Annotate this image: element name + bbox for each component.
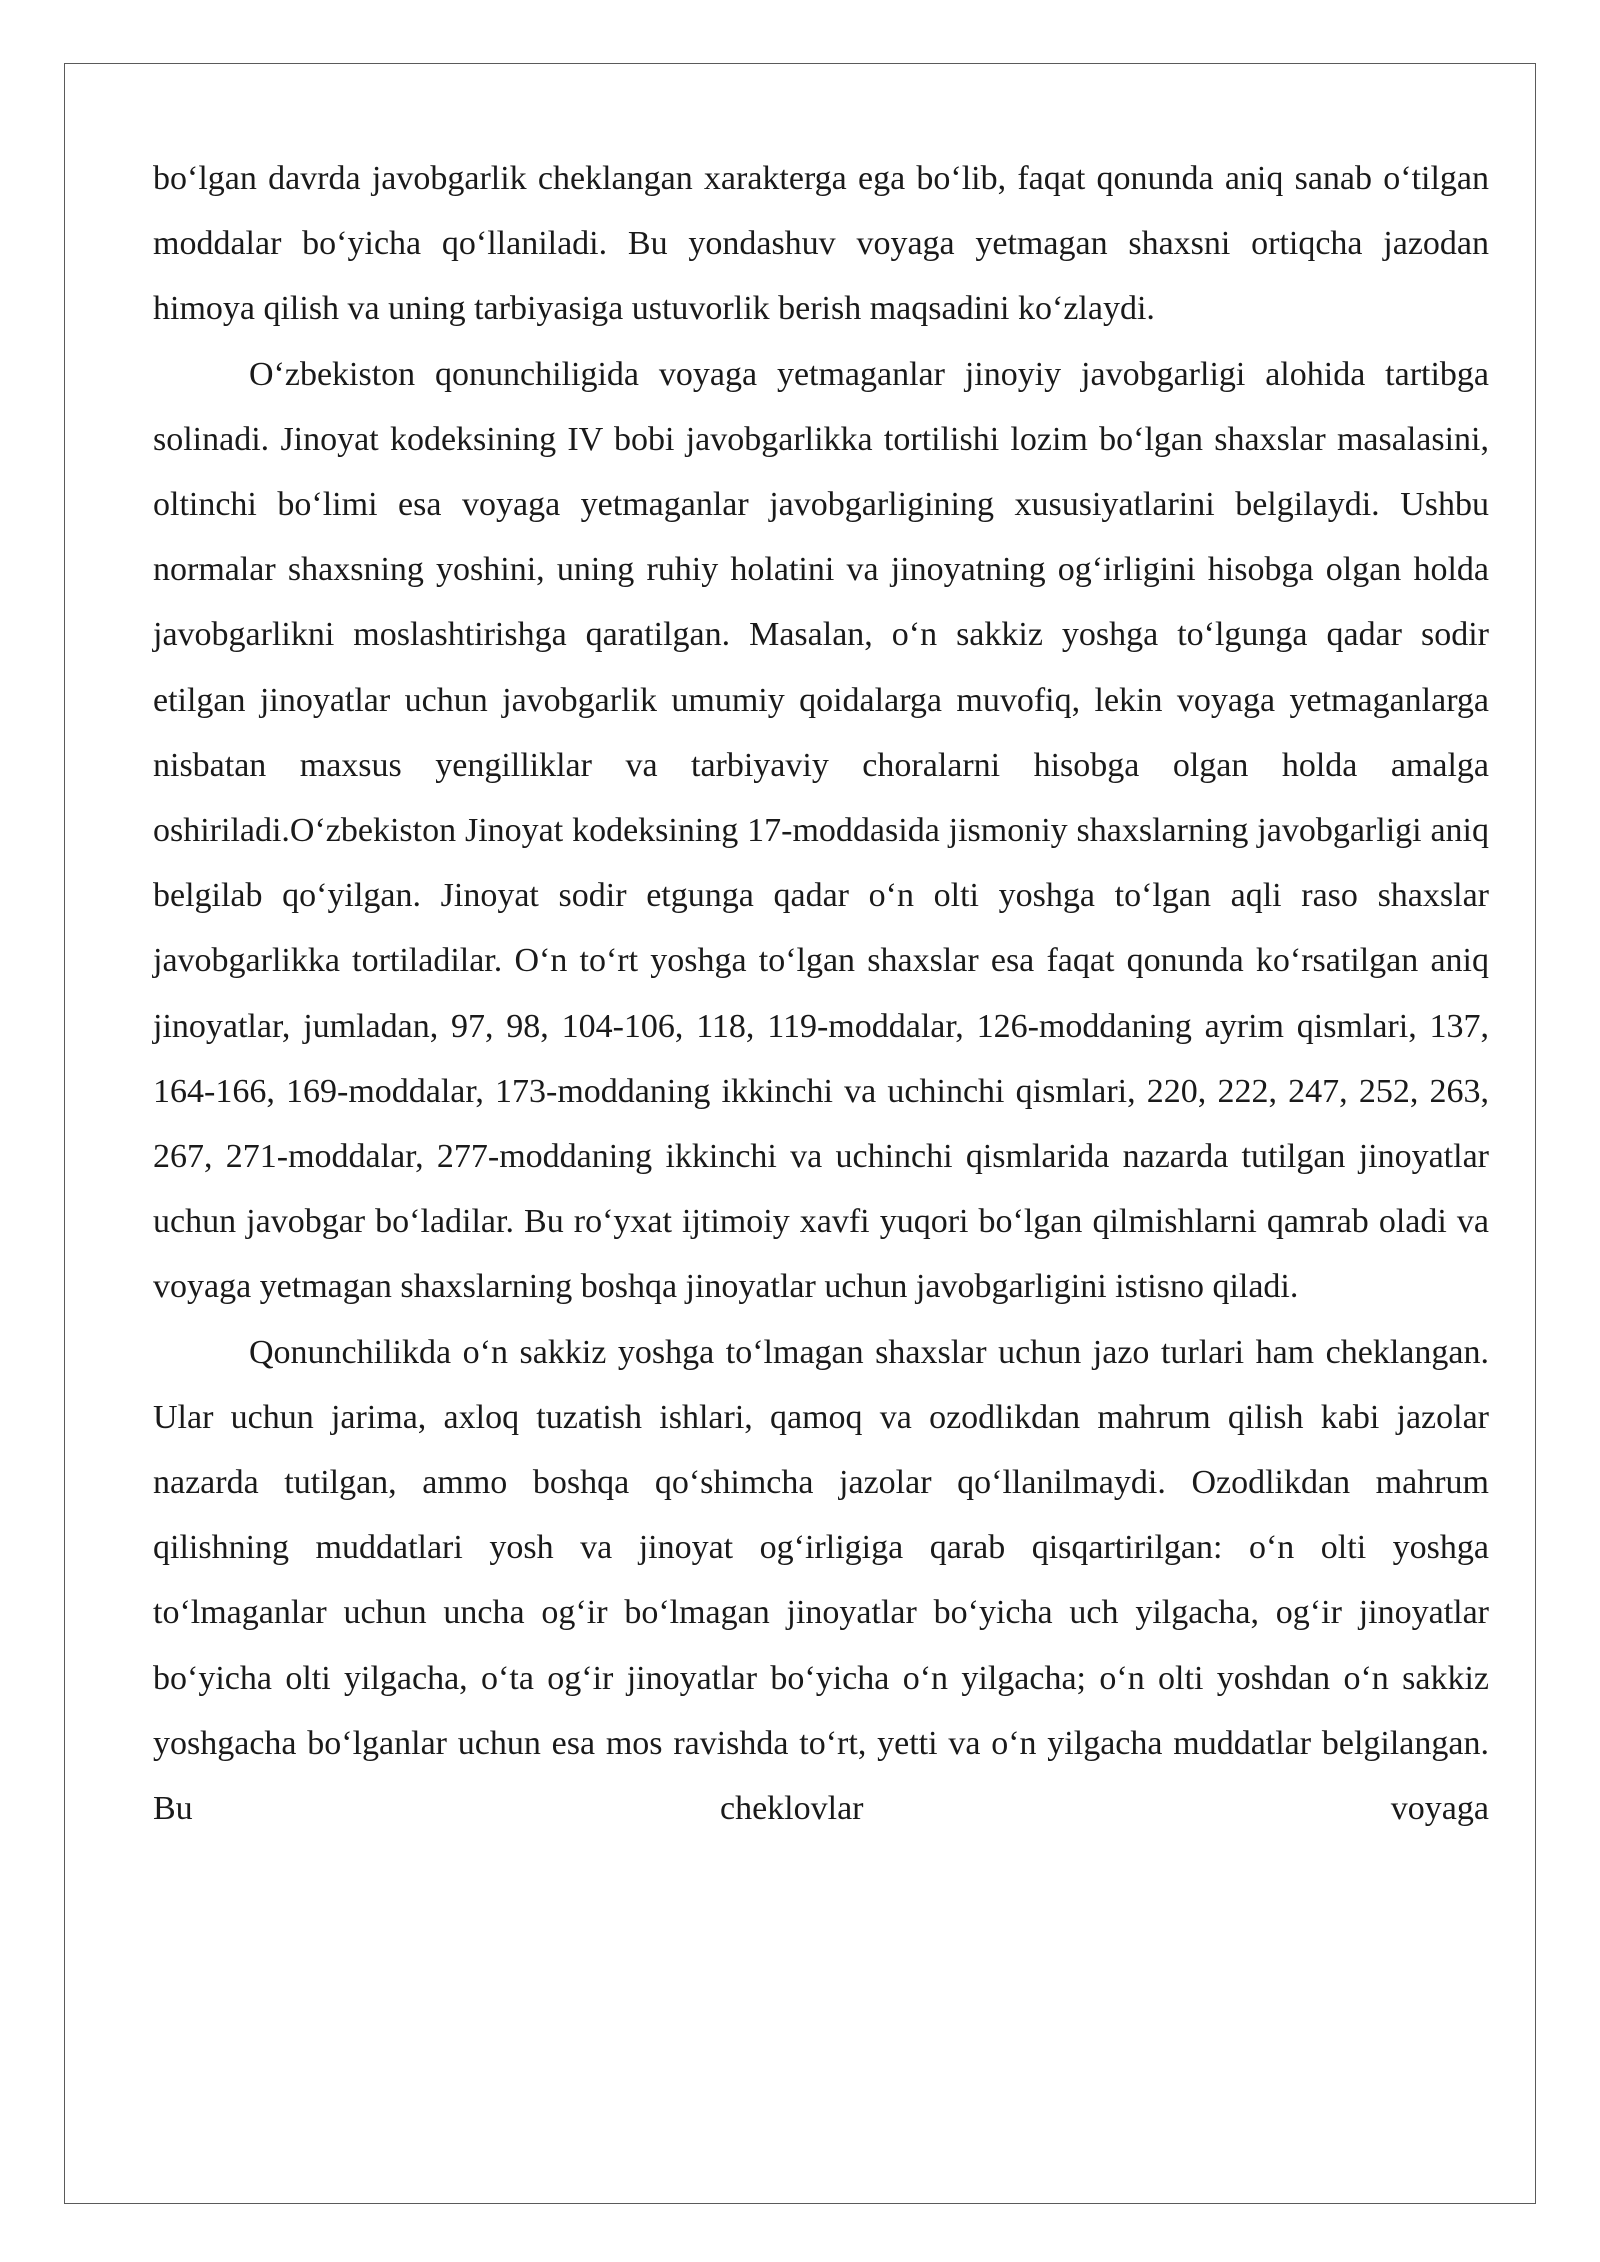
paragraph-punishment-limits: Qonunchilikda o‘n sakkiz yoshga to‘lmagan shaxslar uchun jazo turlari ham cheklangan. Ular uchun jarima, axloq tuzatish ishlari, qamoq va ozodlikdan mahrum qilish kabi jazolar nazarda tutilgan, ammo boshqa qo‘shimcha jazolar qo‘llanilmaydi. Ozodlikdan mahrum qilishning muddatlari yosh va jinoyat og‘irligiga qarab qisqartirilgan: o‘n olti yoshga to‘lmaganlar uchun uncha og‘ir bo‘lmagan jinoyatlar bo‘yicha uch yilgacha, og‘ir jinoyatlar bo‘yicha olti yilgacha, o‘ta og‘ir jinoyatlar bo‘yicha o‘n yilgacha; o‘n olti yoshdan o‘n sakkiz yoshgacha bo‘lganlar uchun esa mos ravishda to‘rt, yetti va o‘n yilgacha muddatlar belgilangan. Bu cheklovlar voyaga — [153, 1333, 1489, 1828]
paragraph-continuation: bo‘lgan davrda javobgarlik cheklangan xarakterga ega bo‘lib, faqat qonunda aniq sanab o‘tilgan moddalar bo‘yicha qo‘llaniladi. Bu yondashuv voyaga yetmagan shaxsni ortiqcha jazodan himoya qilish va uning tarbiyasiga ustuvorlik berish maqsadini ko‘zlaydi. — [153, 160, 1489, 328]
document-body — [153, 146, 1489, 1841]
paragraph-uzbek-legislation: O‘zbekiston qonunchiligida voyaga yetmaganlar jinoyiy javobgarligi alohida tartibga solinadi. Jinoyat kodeksining IV bobi javobgarlikka tortilishi lozim bo‘lgan shaxslar masalasini, oltinchi bo‘limi esa voyaga yetmaganlar javobgarligining xususiyatlarini belgilaydi. Ushbu normalar shaxsning yoshini, uning ruhiy holatini va jinoyatning og‘irligini hisobga olgan holda javobgarlikni moslashtirishga qaratilgan. Masalan, o‘n sakkiz yoshga to‘lgunga qadar sodir etilgan jinoyatlar uchun javobgarlik umumiy qoidalarga muvofiq, lekin voyaga yetmaganlarga nisbatan maxsus yengilliklar va tarbiyaviy choralarni hisobga olgan holda amalga oshiriladi.O‘zbekiston Jinoyat kodeksining 17-moddasida jismoniy shaxslarning javobgarligi aniq belgilab qo‘yilgan. Jinoyat sodir etgunga qadar o‘n olti yoshga to‘lgan aqli raso shaxslar javobgarlikka tortiladilar. O‘n to‘rt yoshga to‘lgan shaxslar esa faqat qonunda ko‘rsatilgan aniq jinoyatlar, jumladan, 97, 98, 104-106, 118, 119-moddalar, 126-moddaning ayrim qismlari, 137, 164-166, 169-moddalar, 173-moddaning ikkinchi va uchinchi qismlari, 220, 222, 247, 252, 263, 267, 271-moddalar, 277-moddaning ikkinchi va uchinchi qismlarida nazarda tutilgan jinoyatlar uchun javobgar bo‘ladilar. Bu ro‘yxat ijtimoiy xavfi yuqori bo‘lgan qilmishlarni qamrab oladi va voyaga yetmagan shaxslarning boshqa jinoyatlar uchun javobgarligini istisno qiladi. — [153, 355, 1489, 1306]
